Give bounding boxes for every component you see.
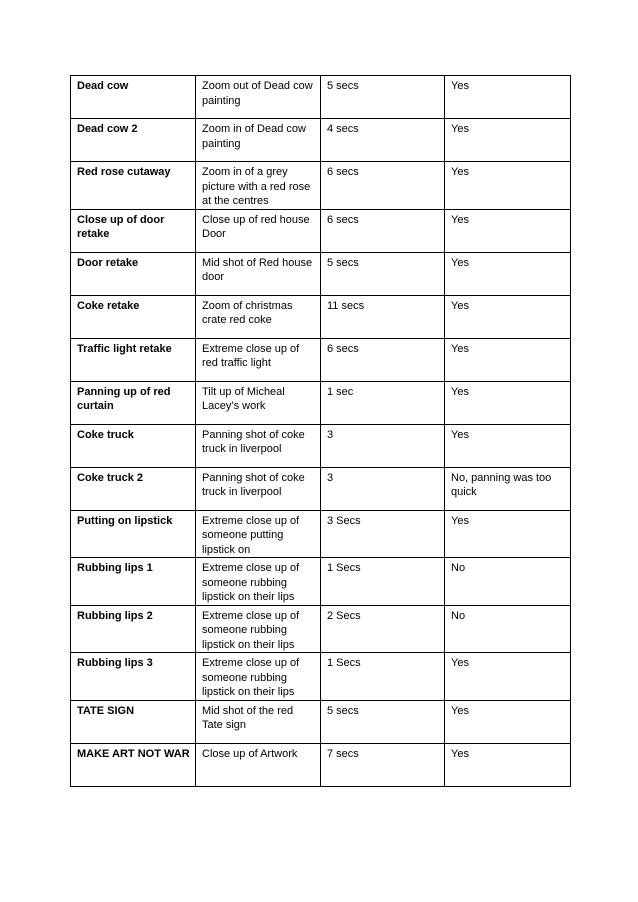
shot-name-cell: Coke retake bbox=[71, 295, 196, 338]
table-row bbox=[71, 162, 571, 210]
shot-used-cell: Yes bbox=[445, 743, 571, 786]
shot-used-cell: Yes bbox=[445, 252, 571, 295]
shot-duration-cell: 4 secs bbox=[321, 119, 445, 162]
shot-description-cell: Close up of red house Door bbox=[196, 209, 321, 252]
table-row bbox=[71, 605, 571, 653]
shot-name-cell: Dead cow bbox=[71, 76, 196, 119]
shot-duration-cell: 11 secs bbox=[321, 295, 445, 338]
shot-used-cell: Yes bbox=[445, 119, 571, 162]
table-row bbox=[71, 653, 571, 701]
table-row bbox=[71, 209, 571, 252]
shot-name-cell: Dead cow 2 bbox=[71, 119, 196, 162]
table-row bbox=[71, 338, 571, 381]
shot-used-cell: Yes bbox=[445, 162, 571, 210]
shot-description-cell: Zoom out of Dead cow painting bbox=[196, 76, 321, 119]
table-row bbox=[71, 510, 571, 558]
shot-description-cell: Zoom of christmas crate red coke bbox=[196, 295, 321, 338]
shot-log-table bbox=[70, 75, 571, 787]
shot-name-cell: Rubbing lips 3 bbox=[71, 653, 196, 701]
shot-description-cell: Mid shot of Red house door bbox=[196, 252, 321, 295]
table-row bbox=[71, 558, 571, 606]
shot-used-cell: Yes bbox=[445, 510, 571, 558]
shot-name-cell: Rubbing lips 2 bbox=[71, 605, 196, 653]
shot-duration-cell: 1 sec bbox=[321, 381, 445, 424]
shot-description-cell: Extreme close up of someone putting lipstick on bbox=[196, 510, 321, 558]
table-row bbox=[71, 76, 571, 119]
shot-used-cell: Yes bbox=[445, 424, 571, 467]
shot-duration-cell: 5 secs bbox=[321, 252, 445, 295]
shot-name-cell: Red rose cutaway bbox=[71, 162, 196, 210]
shot-used-cell: Yes bbox=[445, 653, 571, 701]
shot-name-cell: Door retake bbox=[71, 252, 196, 295]
shot-duration-cell: 3 bbox=[321, 424, 445, 467]
shot-duration-cell: 3 bbox=[321, 467, 445, 510]
shot-duration-cell: 3 Secs bbox=[321, 510, 445, 558]
shot-name-cell: Panning up of red curtain bbox=[71, 381, 196, 424]
table-row bbox=[71, 743, 571, 786]
shot-name-cell: Coke truck bbox=[71, 424, 196, 467]
shot-used-cell: Yes bbox=[445, 700, 571, 743]
shot-name-cell: Traffic light retake bbox=[71, 338, 196, 381]
shot-description-cell: Close up of Artwork bbox=[196, 743, 321, 786]
shot-used-cell: Yes bbox=[445, 209, 571, 252]
shot-duration-cell: 6 secs bbox=[321, 209, 445, 252]
shot-used-cell: No bbox=[445, 558, 571, 606]
shot-duration-cell: 1 Secs bbox=[321, 653, 445, 701]
shot-used-cell: Yes bbox=[445, 381, 571, 424]
shot-log-body bbox=[71, 76, 571, 787]
shot-description-cell: Extreme close up of red traffic light bbox=[196, 338, 321, 381]
shot-name-cell: Rubbing lips 1 bbox=[71, 558, 196, 606]
shot-duration-cell: 6 secs bbox=[321, 162, 445, 210]
shot-used-cell: Yes bbox=[445, 338, 571, 381]
table-row bbox=[71, 700, 571, 743]
table-row bbox=[71, 295, 571, 338]
shot-description-cell: Tilt up of Micheal Lacey’s work bbox=[196, 381, 321, 424]
shot-description-cell: Zoom in of a grey picture with a red rose at the centres bbox=[196, 162, 321, 210]
table-row bbox=[71, 119, 571, 162]
shot-name-cell: Putting on lipstick bbox=[71, 510, 196, 558]
shot-description-cell: Panning shot of coke truck in liverpool bbox=[196, 467, 321, 510]
table-row bbox=[71, 381, 571, 424]
shot-used-cell: No, panning was too quick bbox=[445, 467, 571, 510]
shot-used-cell: Yes bbox=[445, 76, 571, 119]
shot-duration-cell: 6 secs bbox=[321, 338, 445, 381]
shot-used-cell: Yes bbox=[445, 295, 571, 338]
shot-description-cell: Zoom in of Dead cow painting bbox=[196, 119, 321, 162]
shot-description-cell: Extreme close up of someone rubbing lipstick on their lips bbox=[196, 558, 321, 606]
shot-name-cell: TATE SIGN bbox=[71, 700, 196, 743]
shot-name-cell: MAKE ART NOT WAR bbox=[71, 743, 196, 786]
table-row bbox=[71, 424, 571, 467]
shot-duration-cell: 1 Secs bbox=[321, 558, 445, 606]
shot-description-cell: Mid shot of the red Tate sign bbox=[196, 700, 321, 743]
shot-name-cell: Close up of door retake bbox=[71, 209, 196, 252]
shot-description-cell: Extreme close up of someone rubbing lipstick on their lips bbox=[196, 605, 321, 653]
shot-duration-cell: 2 Secs bbox=[321, 605, 445, 653]
shot-duration-cell: 5 secs bbox=[321, 76, 445, 119]
table-row bbox=[71, 252, 571, 295]
shot-description-cell: Extreme close up of someone rubbing lipstick on their lips bbox=[196, 653, 321, 701]
shot-used-cell: No bbox=[445, 605, 571, 653]
shot-duration-cell: 5 secs bbox=[321, 700, 445, 743]
shot-name-cell: Coke truck 2 bbox=[71, 467, 196, 510]
shot-duration-cell: 7 secs bbox=[321, 743, 445, 786]
shot-description-cell: Panning shot of coke truck in liverpool bbox=[196, 424, 321, 467]
table-row bbox=[71, 467, 571, 510]
